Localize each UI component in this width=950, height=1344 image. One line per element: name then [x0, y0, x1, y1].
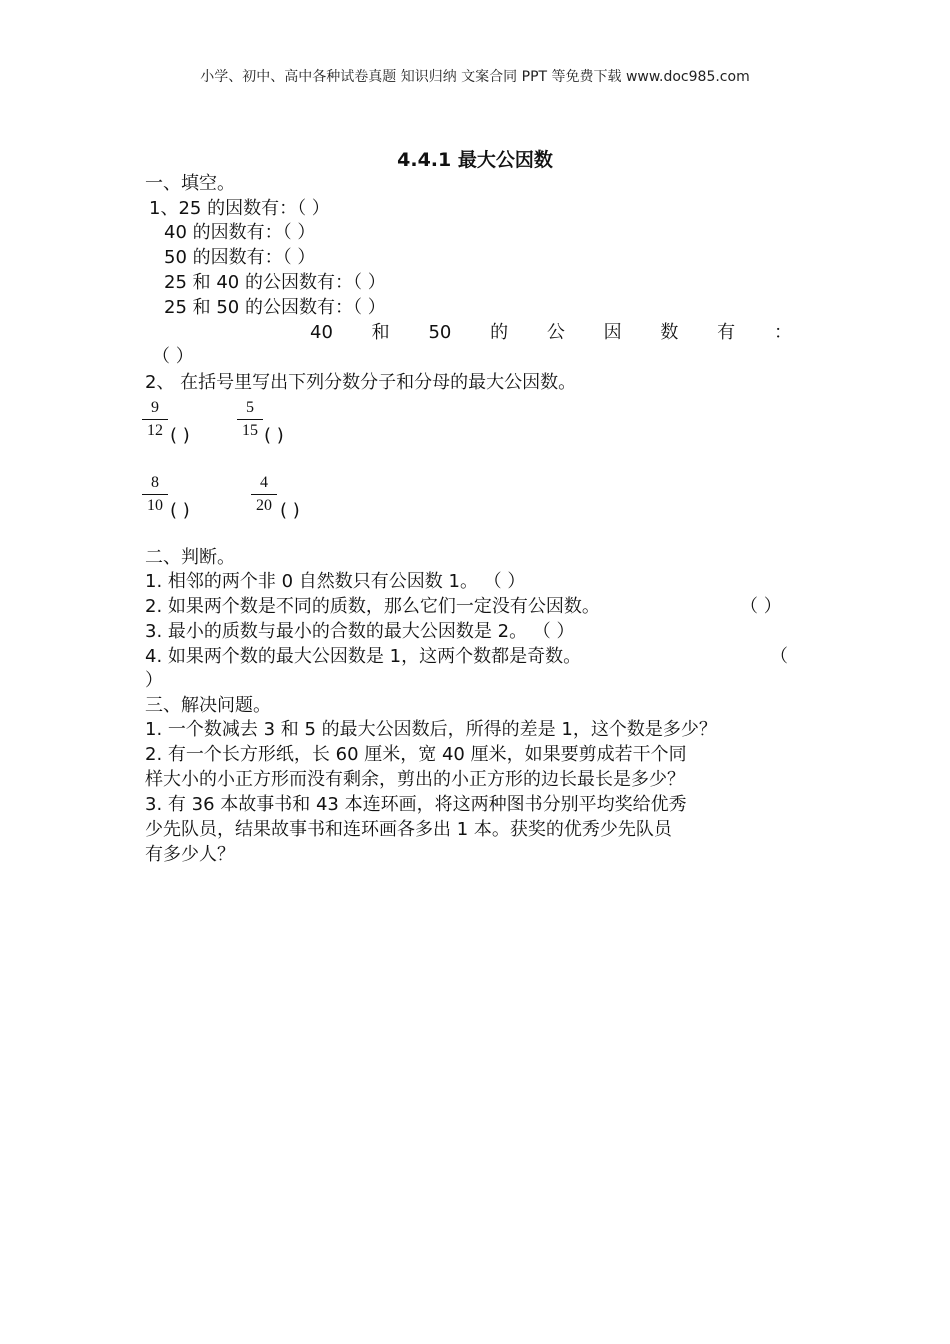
- section3-heading: 三、解决问题。: [145, 695, 271, 716]
- problem-line-2: 2. 有一个长方形纸，长 60 厘米，宽 40 厘米，如果要剪成若干个同: [145, 744, 687, 765]
- q1-line-1: 1、25 的因数有：（ ）: [149, 198, 330, 219]
- problem-line-5: 少先队员，结果故事书和连环画各多出 1 本。获奖的优秀少先队员: [145, 819, 672, 840]
- fraction-numerator: 5: [246, 399, 254, 416]
- q1-line-5: 25 和 50 的公因数有：（ ）: [164, 297, 386, 318]
- fraction-bar: [142, 494, 168, 495]
- judge-item-2-paren: （ ）: [740, 596, 782, 617]
- judge-item-4-paren-close: ）: [145, 670, 163, 691]
- q1-word: 数: [660, 322, 679, 343]
- q1-word: ：: [773, 322, 792, 343]
- fraction-2-answer: ( ): [264, 425, 284, 446]
- judge-item-3: 3. 最小的质数与最小的合数的最大公因数是 2。 （ ）: [145, 621, 575, 642]
- q1-line-2: 40 的因数有：（ ）: [164, 222, 316, 243]
- fraction-2: [237, 398, 263, 441]
- fraction-numerator: 9: [151, 399, 159, 416]
- problem-line-4: 3. 有 36 本故事书和 43 本连环画，将这两种图书分别平均奖给优秀: [145, 794, 687, 815]
- fraction-3-answer: ( ): [170, 500, 190, 521]
- q1-word: 40: [310, 322, 333, 343]
- fraction-denominator: 15: [242, 422, 258, 439]
- judge-item-2: 2. 如果两个数是不同的质数，那么它们一定没有公因数。: [145, 596, 600, 617]
- q1-word: 50: [428, 322, 452, 343]
- q1-line-6-paren: （ ）: [152, 346, 194, 367]
- fraction-1-answer: ( ): [170, 425, 190, 446]
- problem-line-1: 1. 一个数减去 3 和 5 的最大公因数后，所得的差是 1，这个数是多少？: [145, 719, 717, 740]
- fraction-bar: [142, 419, 168, 420]
- q2-prompt: 2、 在括号里写出下列分数分子和分母的最大公因数。: [145, 372, 577, 393]
- fraction-denominator: 10: [147, 497, 163, 514]
- page-title: 4.4.1 最大公因数: [397, 149, 553, 171]
- q1-word: 的: [490, 322, 509, 343]
- section2-heading: 二、判断。: [145, 547, 235, 568]
- problem-line-3: 样大小的小正方形而没有剩余，剪出的小正方形的边长最长是多少？: [145, 769, 685, 790]
- fraction-numerator: 8: [151, 474, 159, 491]
- q1-line-4: 25 和 40 的公因数有：（ ）: [164, 272, 386, 293]
- fraction-4-answer: ( ): [280, 500, 300, 521]
- fraction-1: [142, 398, 168, 441]
- q1-word: 因: [603, 322, 622, 343]
- q1-word: 和: [371, 322, 390, 343]
- judge-item-4: 4. 如果两个数的最大公因数是 1，这两个数都是奇数。: [145, 646, 582, 667]
- fraction-denominator: 20: [256, 497, 272, 514]
- page-header: 小学、初中、高中各种试卷真题 知识归纳 文案合同 PPT 等免费下载 www.doc985.com: [200, 69, 750, 85]
- q1-line-3: 50 的因数有：（ ）: [164, 247, 316, 268]
- judge-item-1: 1. 相邻的两个非 0 自然数只有公因数 1。 （ ）: [145, 571, 526, 592]
- q1-word: 有: [717, 322, 736, 343]
- fraction-numerator: 4: [260, 474, 268, 491]
- problem-line-6: 有多少人？: [145, 844, 235, 865]
- judge-item-4-paren-open: （: [770, 646, 788, 667]
- fraction-denominator: 12: [147, 422, 163, 439]
- q1-line-6: [310, 320, 792, 345]
- fraction-bar: [251, 494, 277, 495]
- fraction-bar: [237, 419, 263, 420]
- q1-word: 公: [546, 322, 565, 343]
- section1-heading: 一、填空。: [145, 173, 235, 194]
- fraction-3: [142, 473, 168, 516]
- fraction-4: [251, 473, 277, 516]
